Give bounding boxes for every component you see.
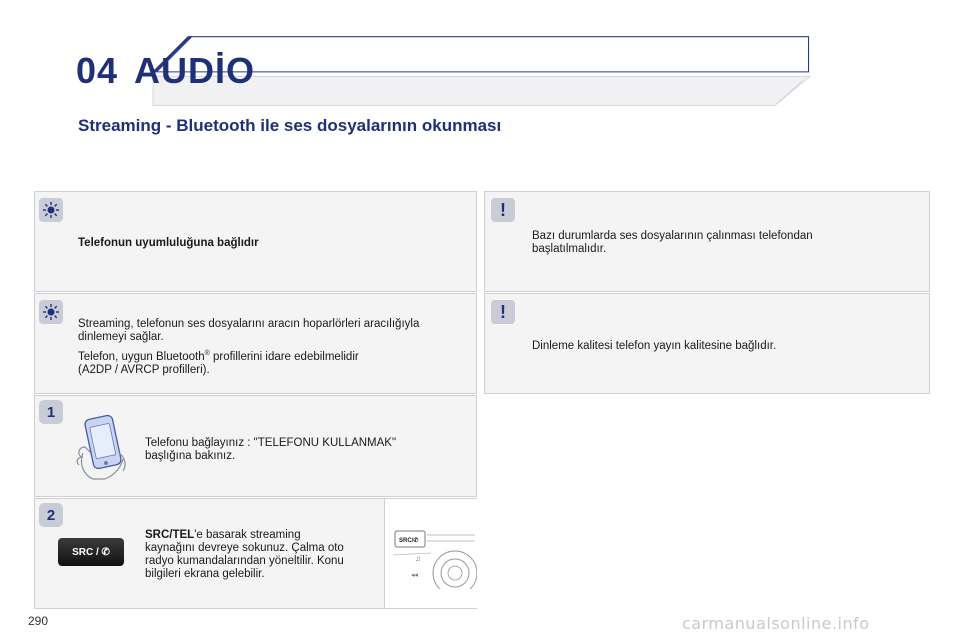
warning-icon: ! (491, 300, 515, 324)
registered-mark: ® (204, 350, 210, 357)
tip-streaming-line4: (A2DP / AVRCP profilleri). (78, 363, 210, 376)
watermark: carmanualsonline.info (682, 614, 870, 633)
warning-panel-quality (484, 293, 930, 394)
page-number: 290 (28, 614, 49, 628)
console-src-text: SRC/✆ (399, 538, 419, 544)
console-illustration-area (385, 499, 477, 608)
step2-line1 (145, 529, 344, 542)
tip-compatibility-text: Telefonun uyumluluğuna bağlıdır (78, 237, 259, 249)
tip-streaming-line2: dinlemeyi sağlar. (78, 331, 164, 343)
step2-line2: kaynağını devreye sokunuz. Çalma oto (145, 542, 344, 554)
step2-text (145, 529, 344, 581)
step1-panel (34, 395, 477, 497)
src-tel-button-illustration: SRC / ✆ (58, 538, 124, 566)
chapter-number: 04 (76, 50, 119, 91)
section-title: Streaming - Bluetooth ile ses dosyalarının okunması (78, 116, 502, 135)
tip-streaming-paragraph1 (78, 318, 419, 344)
warning1-line1: Bazı durumlarda ses dosyalarının çalınması telefondan (532, 230, 813, 242)
warning-icon: ! (491, 198, 515, 222)
warning-panel-start-from-phone (484, 191, 930, 292)
tip-streaming-paragraph2 (78, 347, 359, 377)
tip-streaming-line1: Streaming, telefonun ses dosyalarını aracın hoparlörleri aracılığıyla (78, 318, 420, 330)
tip-panel-streaming (34, 293, 477, 394)
radio-console-illustration (391, 525, 477, 589)
step1-text (145, 437, 396, 463)
warning2-text: Dinleme kalitesi telefon yayın kalitesine bağlıdır. (532, 340, 777, 352)
step2-line4: bilgileri ekrana gelebilir. (145, 568, 265, 580)
lightbulb-tip-icon (39, 198, 63, 222)
lightbulb-tip-icon (39, 300, 63, 324)
step2-line3: radyo kumandalarından yöneltilir. Konu (145, 555, 344, 567)
tip-streaming-line3a: Telefon, uygun Bluetooth (78, 350, 205, 363)
step2-badge: 2 (39, 503, 63, 527)
tip-panel-compatibility (34, 191, 477, 292)
step1-line1: Telefonu bağlayınız : "TELEFONU KULLANMAK" (145, 437, 397, 449)
step2-line1-rest: 'e basarak streaming (194, 529, 301, 541)
warning1-text (532, 230, 813, 256)
svg-text:◂◂: ◂◂ (411, 572, 419, 579)
warning1-line2: başlatılmalıdır. (532, 243, 607, 255)
step1-badge: 1 (39, 400, 63, 424)
step1-line2: başlığına bakınız. (145, 450, 236, 462)
tip-streaming-line3b: profillerini idare edebilmelidir (209, 350, 359, 363)
chapter-title: AUDİO (134, 50, 255, 91)
tip-streaming-line3 (78, 347, 359, 364)
src-tel-label: SRC/TEL (145, 529, 195, 541)
phone-in-hand-icon (75, 413, 145, 483)
svg-text:♫: ♫ (415, 554, 421, 563)
